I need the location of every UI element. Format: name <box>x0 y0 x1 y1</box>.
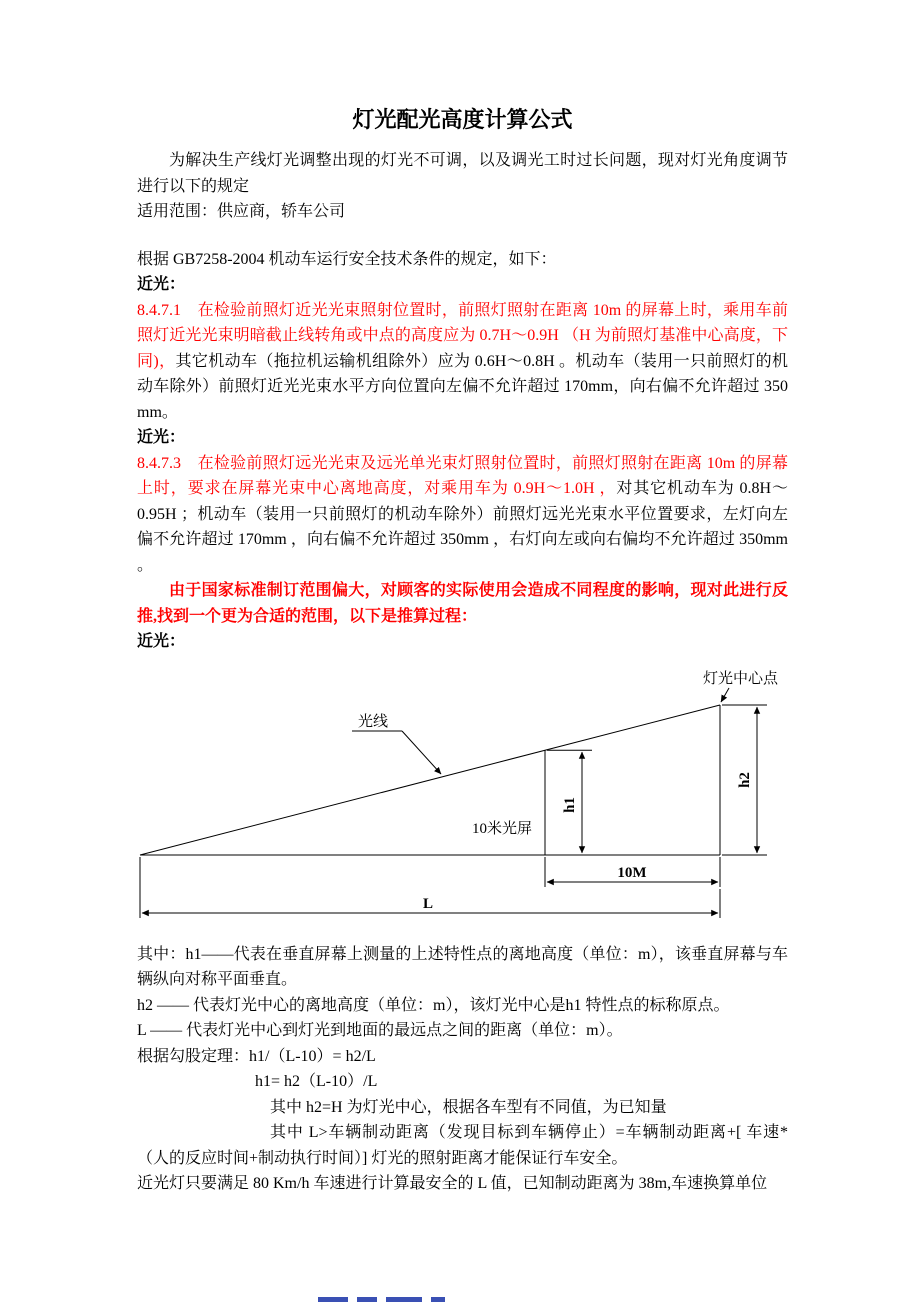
section-label-low-beam-2: 近光： <box>137 429 186 446</box>
screen-label: 10米光屏 <box>471 820 532 837</box>
light-ray-line <box>140 705 720 855</box>
clause-8471-paragraph <box>137 298 788 426</box>
cut-text-mark <box>357 1297 377 1302</box>
cut-text-mark <box>318 1297 348 1302</box>
doc-title: 灯光配光高度计算公式 <box>352 107 573 132</box>
triangle-outline <box>140 705 720 855</box>
formula-pythagoras: 根据勾股定理：h1/（L-10）= h2/L <box>137 1047 376 1065</box>
ray-callout <box>352 731 441 774</box>
lamp-center-label: 灯光中心点 <box>703 670 779 687</box>
center-callout <box>721 688 729 702</box>
definition-h2: h2 —— 代表灯光中心的离地高度（单位：m），该灯光中心是h1 特性点的标称原点。 <box>137 996 730 1014</box>
formula-L-note: 其中 L>车辆制动距离（发现目标到车辆停止）=车辆制动距离+[ 车速*（人的反应时间+制动执行时间）] 灯光的照射距离才能保证行车安全。 <box>137 1124 788 1167</box>
ray-label: 光线 <box>358 713 389 730</box>
h1-label: h1 <box>562 796 578 813</box>
formula-h2-note: 其中 h2=H 为灯光中心，根据各车型有不同值，为已知量 <box>270 1098 667 1116</box>
closing-line: 近光灯只要满足 80 Km/h 车速进行计算最安全的 L 值，已知制动距离为 38m,车速换算单位 <box>137 1175 768 1192</box>
scope-line: 适用范围：供应商，轿车公司 <box>137 203 346 220</box>
L-label: L <box>422 895 434 912</box>
formula-h1: h1= h2（L-10）/L <box>255 1073 378 1090</box>
clause-8471-black-text: 其它机动车（拖拉机运输机组除外）应为 0.6H～0.8H 。机动车（装用一只前照灯的机动车除外）前照灯近光光束水平方向位置向左偏不允许超过 170mm，向右偏不允许超过 350 mm。 <box>137 352 788 421</box>
next-page-cut-fragment <box>318 1294 445 1302</box>
clause-8473-paragraph <box>137 451 788 579</box>
cut-text-mark <box>386 1297 422 1302</box>
remark-paragraph: 由于国家标准制订范围偏大，对顾客的实际使用会造成不同程度的影响，现对此进行反推,找到一个更为合适的范围，以下是推算过程： <box>137 582 788 625</box>
definition-L: L —— 代表灯光中心到灯光到地面的最远点之间的距离（单位：m）。 <box>137 1022 623 1039</box>
blank-line <box>137 225 788 247</box>
h2-label: h2 <box>737 771 753 788</box>
clause-8471-red-text: 8.4.7.1 在检验前照灯近光光束照射位置时，前照灯照射在距离 10m 的屏幕上时，乘用车前照灯近光光束明暗截止线转角或中点的高度应为 0.7H～0.9H （H 为前照灯基准中心高度，下同)， <box>137 301 788 370</box>
section-label-low-beam-1: 近光： <box>137 276 186 293</box>
definition-h1: 其中：h1——代表在垂直屏幕上测量的上述特性点的离地高度（单位：m），该垂直屏幕与车辆纵向对称平面垂直。 <box>137 945 788 988</box>
center-leader-line <box>721 688 729 702</box>
ten-m-label: 10M <box>617 864 647 881</box>
cut-text-mark <box>431 1297 445 1302</box>
clause-8473-red-text: 8.4.7.3 在检验前照灯远光光束及远光单光束灯照射位置时，前照灯照射在距离 10m 的屏幕上时，要求在屏幕光束中心离地高度，对乘用车为 0.9H～1.0H ， <box>137 454 788 497</box>
diagram-svg <box>130 665 830 930</box>
ray-leader-line <box>402 731 441 774</box>
section-label-low-beam-3: 近光： <box>137 633 186 650</box>
clause-8473-black-text: 对其它机动车为 0.8H～0.95H ；机动车（装用一只前照灯的机动车除外）前照灯远光光束水平位置要求，左灯向左偏不允许超过 170mm ，向右偏不允许超过 350mm ，右灯向左或向右偏均不允许超过 350mm 。 <box>137 480 788 574</box>
basis-line: 根据 GB7258-2004 机动车运行安全技术条件的规定，如下： <box>137 250 557 268</box>
intro-paragraph: 为解决生产线灯光调整出现的灯光不可调，以及调光工时过长问题，现对灯光角度调节进行以下的规定 <box>137 152 788 195</box>
beam-height-diagram <box>130 665 830 930</box>
